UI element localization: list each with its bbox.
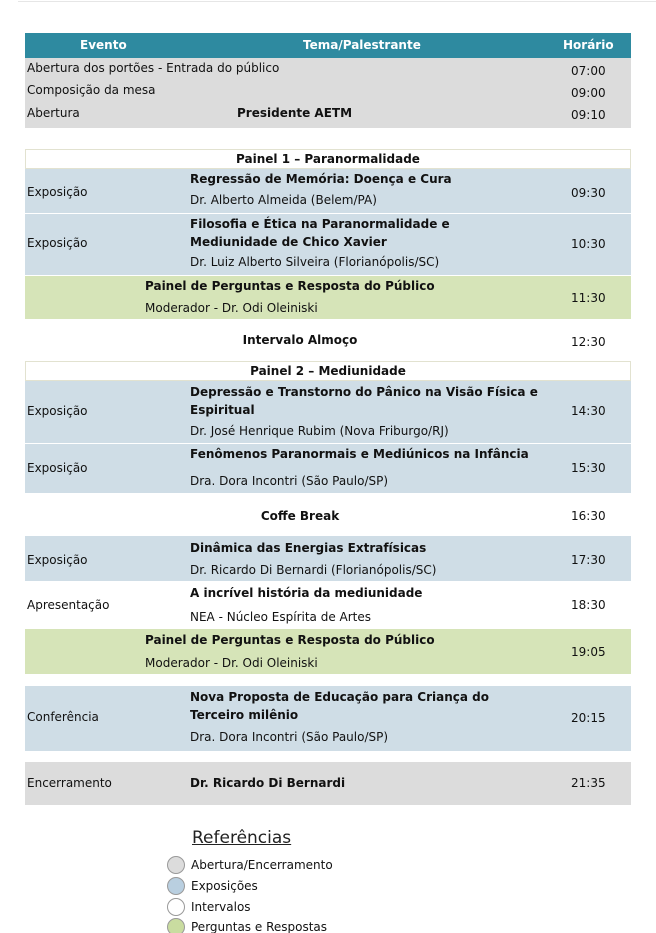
time-label: 09:30 <box>571 186 606 200</box>
speaker-label: Dra. Dora Incontri (São Paulo/SP) <box>190 474 389 488</box>
event-label: Exposição <box>27 553 88 567</box>
event-label: Encerramento <box>27 776 112 790</box>
opening-block <box>25 58 631 128</box>
time-label: 19:05 <box>571 645 606 659</box>
header-event: Evento <box>80 38 127 52</box>
speaker-label: NEA - Núcleo Espírita de Artes <box>190 610 372 624</box>
event-label: Composição da mesa <box>27 83 156 97</box>
panel1-title: Painel 1 – Paranormalidade <box>236 152 420 166</box>
table-row <box>25 381 631 443</box>
time-label: 07:00 <box>571 64 606 78</box>
event-label: Exposição <box>27 461 88 475</box>
legend-label: Perguntas e Respostas <box>191 920 328 933</box>
closing-row <box>25 762 631 805</box>
event-label: Exposição <box>27 236 88 250</box>
header-topic: Tema/Palestrante <box>303 38 421 52</box>
event-label: Exposição <box>27 404 88 418</box>
speaker-label: Dra. Dora Incontri (São Paulo/SP) <box>190 730 389 744</box>
topic-label: Depressão e Transtorno do Pânico na Visão Física e Espiritual <box>190 385 538 417</box>
event-label: Exposição <box>27 185 88 199</box>
qa-title: Painel de Perguntas e Resposta do Público <box>145 633 435 647</box>
legend-swatch <box>167 877 185 895</box>
topic-label: Fenômenos Paranormais e Mediúnicos na Infância <box>190 447 529 461</box>
top-divider <box>18 1 656 2</box>
event-label: Abertura dos portões - Entrada do público <box>27 61 280 75</box>
table-row <box>25 80 631 103</box>
time-label: 18:30 <box>571 598 606 612</box>
table-row <box>25 58 631 80</box>
panel1-title-row <box>25 149 631 169</box>
topic-label: A incrível história da mediunidade <box>190 586 423 600</box>
schedule-header <box>25 33 631 58</box>
legend-swatch <box>167 898 185 916</box>
time-label: 09:10 <box>571 108 606 122</box>
time-label: 16:30 <box>571 509 606 523</box>
speaker-label: Dr. Ricardo Di Bernardi (Florianópolis/SC) <box>190 563 437 577</box>
conference-row <box>25 686 631 751</box>
panel2-title: Painel 2 – Mediunidade <box>250 364 406 378</box>
coffee-label: Coffe Break <box>260 509 340 523</box>
panel2-title-row <box>25 361 631 381</box>
time-label: 20:15 <box>571 711 606 725</box>
topic-label: Nova Proposta de Educação para Criança do Terceiro milênio <box>190 690 489 722</box>
speaker-label: Dr. Luiz Alberto Silveira (Florianópolis/SC) <box>190 255 440 269</box>
time-label: 09:00 <box>571 86 606 100</box>
topic-label: Dinâmica das Energias Extrafísicas <box>190 541 427 555</box>
legend-label: Abertura/Encerramento <box>191 858 333 872</box>
time-label: 11:30 <box>571 291 606 305</box>
legend-label: Exposições <box>191 879 258 893</box>
legend-title: Referências <box>192 828 292 848</box>
lunch-label: Intervalo Almoço <box>242 333 358 347</box>
lunch-row <box>25 328 631 354</box>
time-label: 10:30 <box>571 237 606 251</box>
table-row <box>25 213 631 275</box>
qa-moderator: Moderador - Dr. Odi Oleiniski <box>145 656 318 670</box>
coffee-row <box>25 494 631 536</box>
speaker-label: Dr. Alberto Almeida (Belem/PA) <box>190 193 377 207</box>
event-label: Abertura <box>27 106 80 120</box>
qa-row <box>25 275 631 319</box>
table-row <box>25 581 631 629</box>
legend-swatch <box>167 856 185 874</box>
table-row <box>25 536 631 581</box>
table-row <box>25 103 631 128</box>
qa-row <box>25 629 631 674</box>
topic-label: Filosofia e Ética na Paranormalidade e Mediunidade de Chico Xavier <box>190 217 450 249</box>
event-label: Apresentação <box>27 598 110 612</box>
legend-label: Intervalos <box>191 900 251 914</box>
qa-title: Painel de Perguntas e Resposta do Público <box>145 279 435 293</box>
time-label: 12:30 <box>571 335 606 349</box>
table-row <box>25 443 631 493</box>
event-label: Conferência <box>27 710 99 724</box>
qa-moderator: Moderador - Dr. Odi Oleiniski <box>145 301 318 315</box>
speaker-label: Dr. José Henrique Rubim (Nova Friburgo/RJ) <box>190 424 449 438</box>
topic-label: Regressão de Memória: Doença e Cura <box>190 172 452 186</box>
topic-label: Dr. Ricardo Di Bernardi <box>190 776 346 790</box>
time-label: 21:35 <box>571 776 606 790</box>
time-label: 15:30 <box>571 461 606 475</box>
time-label: 17:30 <box>571 553 606 567</box>
time-label: 14:30 <box>571 404 606 418</box>
header-time: Horário <box>563 38 614 52</box>
table-row <box>25 169 631 213</box>
topic-label: Presidente AETM <box>237 106 353 120</box>
legend-swatch <box>167 918 185 933</box>
